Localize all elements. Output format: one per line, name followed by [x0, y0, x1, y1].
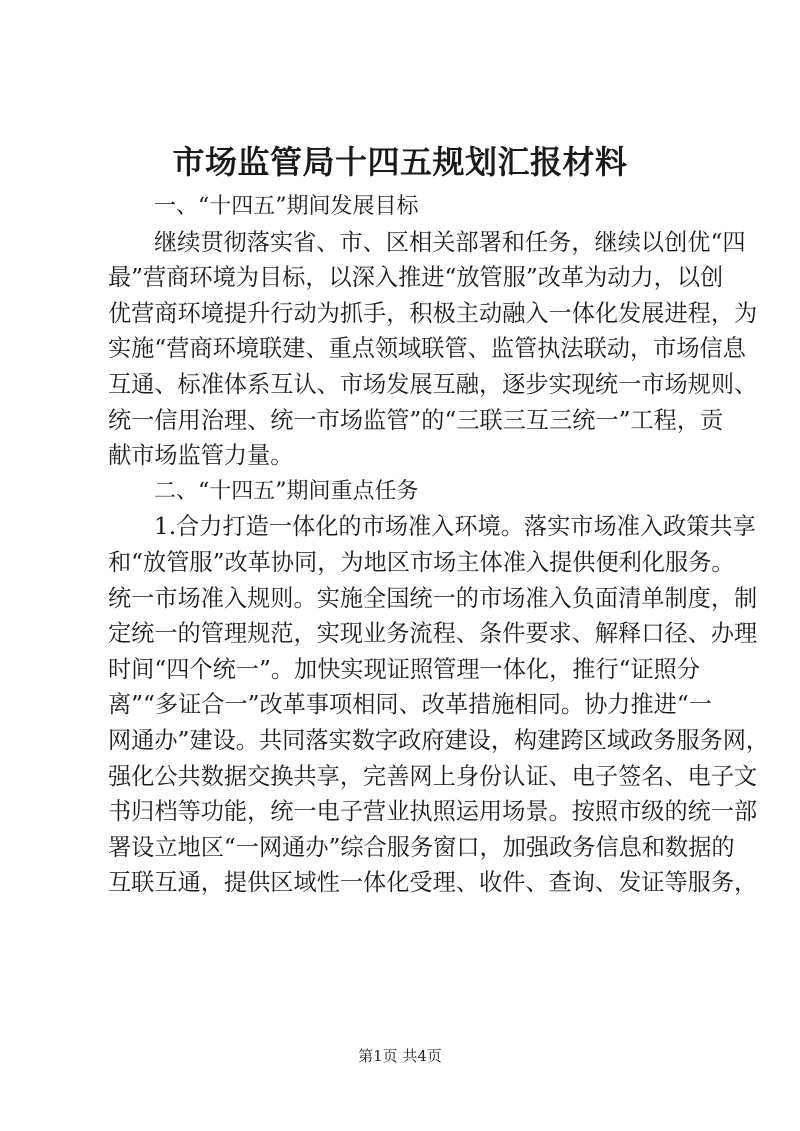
- paragraph-line: 网通办”建设。共同落实数字政府建设，构建跨区域政务服务网，: [108, 726, 770, 754]
- paragraph-line: 离”“多证合一”改革事项相同、改革措施相同。协力推进“一: [108, 691, 712, 719]
- paragraph-line: 统一信用治理、统一市场监管”的“三联三互三统一”工程，贡: [108, 406, 724, 434]
- paragraph-line: 继续贯彻落实省、市、区相关部署和任务，继续以创优“四: [154, 228, 746, 256]
- paragraph-line: 最”营商环境为目标，以深入推进“放管服”改革为动力，以创: [108, 264, 724, 292]
- section-heading-tasks: 二、“十四五”期间重点任务: [154, 478, 419, 504]
- section-heading-goals: 一、“十四五”期间发展目标: [154, 194, 419, 219]
- paragraph-line: 强化公共数据交换共享，完善网上身份认证、电子签名、电子文: [108, 762, 758, 790]
- paragraph-line: 互联互通，提供区域性一体化受理、收件、查询、发证等服务，: [108, 869, 758, 897]
- paragraph-line: 优营商环境提升行动为抓手，积极主动融入一体化发展进程，为: [108, 299, 758, 327]
- paragraph-line: 时间“四个统一”。加快实现证照管理一体化，推行“证照分: [108, 655, 701, 683]
- paragraph-line: 署设立地区“一网通办”综合服务窗口，加强政务信息和数据的: [108, 833, 735, 861]
- document-title: 市场监管局十四五规划汇报材料: [172, 143, 628, 181]
- paragraph-line: 互通、标准体系互认、市场发展互融，逐步实现统一市场规则、: [108, 370, 758, 398]
- paragraph-line: 统一市场准入规则。实施全国统一的市场准入负面清单制度，制: [108, 584, 758, 612]
- document-body: [108, 189, 770, 901]
- paragraph-line: 定统一的管理规范，实现业务流程、条件要求、解释口径、办理: [108, 620, 758, 648]
- page-indicator: 第1页 共4页: [358, 1047, 442, 1065]
- paragraph-line: 实施“营商环境联建、重点领域联管、监管执法联动，市场信息: [108, 335, 746, 363]
- paragraph-line: 书归档等功能，统一电子营业执照运用场景。按照市级的统一部: [108, 798, 758, 826]
- paragraph-line: 和“放管服”改革协同，为地区市场主体准入提供便利化服务。: [108, 548, 735, 576]
- paragraph-line: 献市场监管力量。: [108, 442, 294, 470]
- paragraph-line: 1.合力打造一体化的市场准入环境。落实市场准入政策共享: [154, 513, 756, 541]
